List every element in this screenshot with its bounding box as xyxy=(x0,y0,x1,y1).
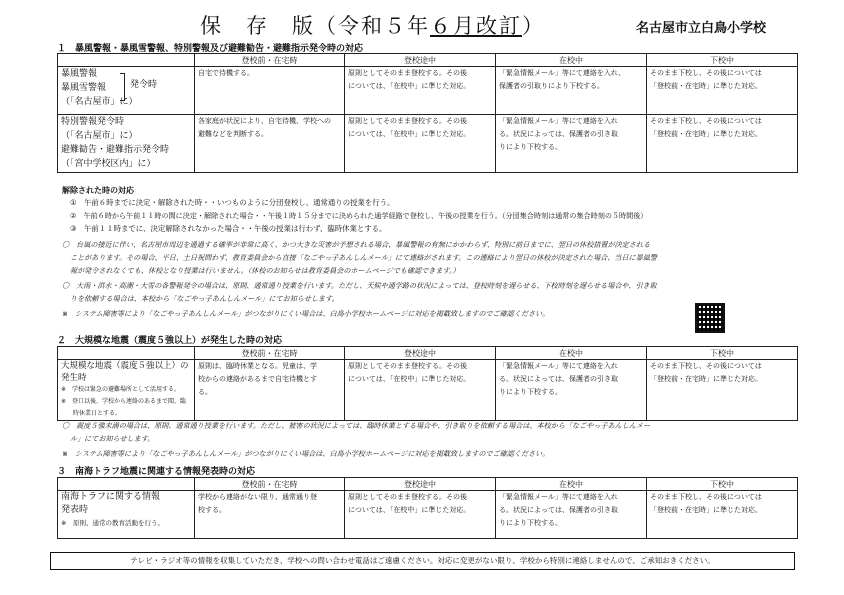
released-item: ① 午前６時までに決定・解除された時・・いつものように分団登校し、通常通りの授業を行う。 xyxy=(70,198,395,207)
col-header: 在校中 xyxy=(496,478,647,491)
cell xyxy=(647,67,798,115)
col-header: 在校中 xyxy=(496,54,647,67)
cell-line: 原則は、臨時休業となる。児童は、学 xyxy=(198,362,317,370)
cell xyxy=(496,360,647,421)
col-header: 下校中 xyxy=(647,54,798,67)
qr-code-icon[interactable] xyxy=(695,303,725,333)
label-line: （「名古屋市」に） xyxy=(61,97,138,107)
cell-line: る。 xyxy=(198,388,212,396)
cell-line: 各家庭が状況により、自宅待機、学校への xyxy=(198,117,331,125)
cell-line: 学校から連絡がない限り、通常通り登 xyxy=(198,493,317,501)
label-line: ※ 学校は緊急の避難場所として活用する。 xyxy=(61,386,181,393)
section2-heading: ２ 大規模な地震（震度５強以上）が発生した時の対応 xyxy=(57,336,283,346)
cell-line: 「登校前・在宅時」に準じた対応。 xyxy=(650,130,762,138)
school-name: 名古屋市立白鳥小学校 xyxy=(636,21,767,36)
label-line: （「名古屋市」に） xyxy=(61,131,138,141)
cell-line: 原則としてそのまま登校する。その後 xyxy=(348,493,467,501)
cell-line: 「登校前・在宅時」に準じた対応。 xyxy=(650,375,762,383)
cell xyxy=(647,115,798,173)
col-header: 登校途中 xyxy=(345,347,496,360)
note-line: 〇 大雨・洪水・高潮・大雪の各警報発令の場合は、原則、通常通り授業を行います。ただし、天候や通学路の状況によっては、登校時刻を遅らせる、下校時刻を遅らせる場合や、引き取 xyxy=(62,281,657,290)
cell-line: 校する。 xyxy=(198,506,226,514)
cell xyxy=(496,115,647,173)
cell-line: そのまま下校し、その後については xyxy=(650,117,762,125)
brace-text: 発令時 xyxy=(130,80,158,90)
note-line: ル」にてお知らせします。 xyxy=(70,434,155,443)
cell-line: そのまま下校し、その後については xyxy=(650,69,762,77)
col-header: 下校中 xyxy=(647,347,798,360)
cell-line: る。状況によっては、保護者の引き取 xyxy=(499,506,618,514)
cell xyxy=(345,115,496,173)
cell-line: 校からの連絡があるまで自宅待機とす xyxy=(198,375,317,383)
cell-line: については、「在校中」に準じた対応。 xyxy=(348,375,471,383)
cell xyxy=(345,360,496,421)
cell-line: りにより下校する。 xyxy=(499,143,562,151)
cell xyxy=(647,491,798,539)
header-blank xyxy=(58,54,195,67)
note-line: ※ システム障害等により「なごやっ子あんしんメール」がつながりにくい場合は、白鳥小学校ホームページに対応を掲載致しますのでご確認ください。 xyxy=(62,449,550,458)
cell-line: 「登校前・在宅時」に準じた対応。 xyxy=(650,82,762,90)
cell-line: 「緊急情報メール」等にて連絡を入れ xyxy=(499,493,618,501)
title-suffix: ） xyxy=(522,14,545,38)
col-header: 下校中 xyxy=(647,478,798,491)
cell-line: そのまま下校し、その後については xyxy=(650,493,762,501)
cell-line: 原則としてそのまま登校する。その後 xyxy=(348,362,467,370)
label-line: 暴風警報 xyxy=(61,69,98,79)
label-line: 特別警報発令時 xyxy=(61,117,125,127)
released-item: ③ 午前１１時までに、決定解除されなかった場合・・午後の授業は行わず、臨時休業とする。 xyxy=(70,224,387,233)
label-line: ※ 登口以後、学校から連絡のあるまで閲、臨 xyxy=(61,398,187,405)
col-header: 登校前・在宅時 xyxy=(195,478,345,491)
note-line: りを依頼する場合は、本校から「なごやっ子あんしんメール」にてお知らせします。 xyxy=(70,294,339,303)
cell-line: る。状況によっては、保護者の引き取 xyxy=(499,375,618,383)
note-line: 〇 台風の接近に伴い、名古屋市周辺を通過する確率が非常に高く、かつ大きな災害が予想される場合、暴風警報の有無にかかわらず、特別に前日までに、翌日の休校措置が決定される xyxy=(62,240,651,249)
section1-table xyxy=(57,53,798,173)
cell-line: りにより下校する。 xyxy=(499,519,562,527)
cell xyxy=(345,491,496,539)
footer-notice: テレビ・ラジオ等の情報を収集していただき、学校への問い合わせ電話はご遠慮ください。対応に変更がない限り、学校から特別に連絡しませんので、ご承知おきください。 xyxy=(50,552,795,570)
col-header: 登校前・在宅時 xyxy=(195,347,345,360)
cell-line: については、「在校中」に準じた対応。 xyxy=(348,82,471,90)
cell-line: 「緊急情報メール」等にて連絡を入れ、 xyxy=(499,69,626,77)
cell-line: る。状況によっては、保護者の引き取 xyxy=(499,130,618,138)
col-header: 在校中 xyxy=(496,347,647,360)
cell-line: 自宅で待機する。 xyxy=(198,69,254,77)
title-prefix: 保 存 版（令和５年 xyxy=(200,14,430,38)
cell-line: 避難などを判断する。 xyxy=(198,130,268,138)
title-revision: ６月改訂 xyxy=(430,14,522,38)
col-header: 登校前・在宅時 xyxy=(195,54,345,67)
row-label xyxy=(58,360,195,421)
cell-line: 原則としてそのまま登校する。その後 xyxy=(348,117,467,125)
note-line: ※ システム障害等により「なごやっ子あんしんメール」がつながりにくい場合は、白鳥小学校ホームページに対応を掲載致しますのでご確認ください。 xyxy=(62,309,550,318)
label-line: 時休業日とする。 xyxy=(61,410,122,417)
cell xyxy=(496,67,647,115)
header-blank xyxy=(58,478,195,491)
section3-table xyxy=(57,477,798,539)
cell-line: 「緊急情報メール」等にて連絡を入れ xyxy=(499,117,618,125)
cell-line: 「登校前・在宅時」に準じた対応。 xyxy=(650,506,762,514)
cell xyxy=(345,67,496,115)
label-line: 南海トラフに関する情報 xyxy=(61,492,161,502)
label-line: 暴風雪警報 xyxy=(61,83,107,93)
col-header: 登校途中 xyxy=(345,478,496,491)
cell-line: については、「在校中」に準じた対応。 xyxy=(348,506,471,514)
label-line: 大規模な地震（震度５強以上）の発生時 xyxy=(61,361,189,383)
cell-line: 保護者の引取りにより下校する。 xyxy=(499,82,604,90)
section2-table xyxy=(57,346,798,421)
cell-line: りにより下校する。 xyxy=(499,388,562,396)
section1-heading: １ 暴風警報・暴風雪警報、特別警報及び避難勧告・避難指示発令時の対応 xyxy=(57,44,364,54)
header-blank xyxy=(58,347,195,360)
released-heading: 解除された時の対応 xyxy=(62,186,134,195)
page-title xyxy=(200,10,545,40)
label-line: 発表時 xyxy=(61,505,89,515)
cell xyxy=(195,67,345,115)
col-header: 登校途中 xyxy=(345,54,496,67)
cell xyxy=(496,491,647,539)
brace-icon xyxy=(120,73,125,101)
label-line: 避難勧告・避難指示発令時 xyxy=(61,145,170,155)
label-line: （「宮中学校区内」に） xyxy=(61,159,156,169)
cell xyxy=(195,360,345,421)
cell-line: 「緊急情報メール」等にて連絡を入れ xyxy=(499,362,618,370)
cell-line: そのまま下校し、その後については xyxy=(650,362,762,370)
row-label xyxy=(58,491,195,539)
released-item: ② 午前６時から午前１１時の間に決定・解除された場合・・午後１時１５分までに決められた通学経路で登校し、午後の授業を行う。（分団集合時刻は通常の集合時刻の５時間後） xyxy=(70,211,648,220)
note-line: ことがあります。その場合、平日、土日祝問わず、教育委員会から直接「なごやっ子あんしんメール」にて連絡がされます。この連絡により翌日の休校が決定された場合、当日に暴風警 xyxy=(70,253,657,262)
cell-line: 原則としてそのまま登校する。その後 xyxy=(348,69,467,77)
label-line: ※ 原則、通常の教育活動を行う。 xyxy=(61,519,164,527)
section3-heading: ３ 南海トラフ地震に関連する情報発表時の対応 xyxy=(57,467,256,477)
row-label xyxy=(58,115,195,173)
cell xyxy=(647,360,798,421)
note-line: 報が発令されなくても、休校となり授業は行いません。（休校のお知らせは教育委員会のホームページでも確認できます。） xyxy=(70,266,460,275)
cell xyxy=(195,491,345,539)
row-label xyxy=(58,67,195,115)
cell-line: については、「在校中」に準じた対応。 xyxy=(348,130,471,138)
cell xyxy=(195,115,345,173)
note-line: 〇 震度５強未満の場合は、原則、通常通り授業を行います。ただし、被害の状況によっては、臨時休業とする場合や、引き取りを依頼する場合は、本校から「なごやっ子あんしんメー xyxy=(62,421,651,430)
